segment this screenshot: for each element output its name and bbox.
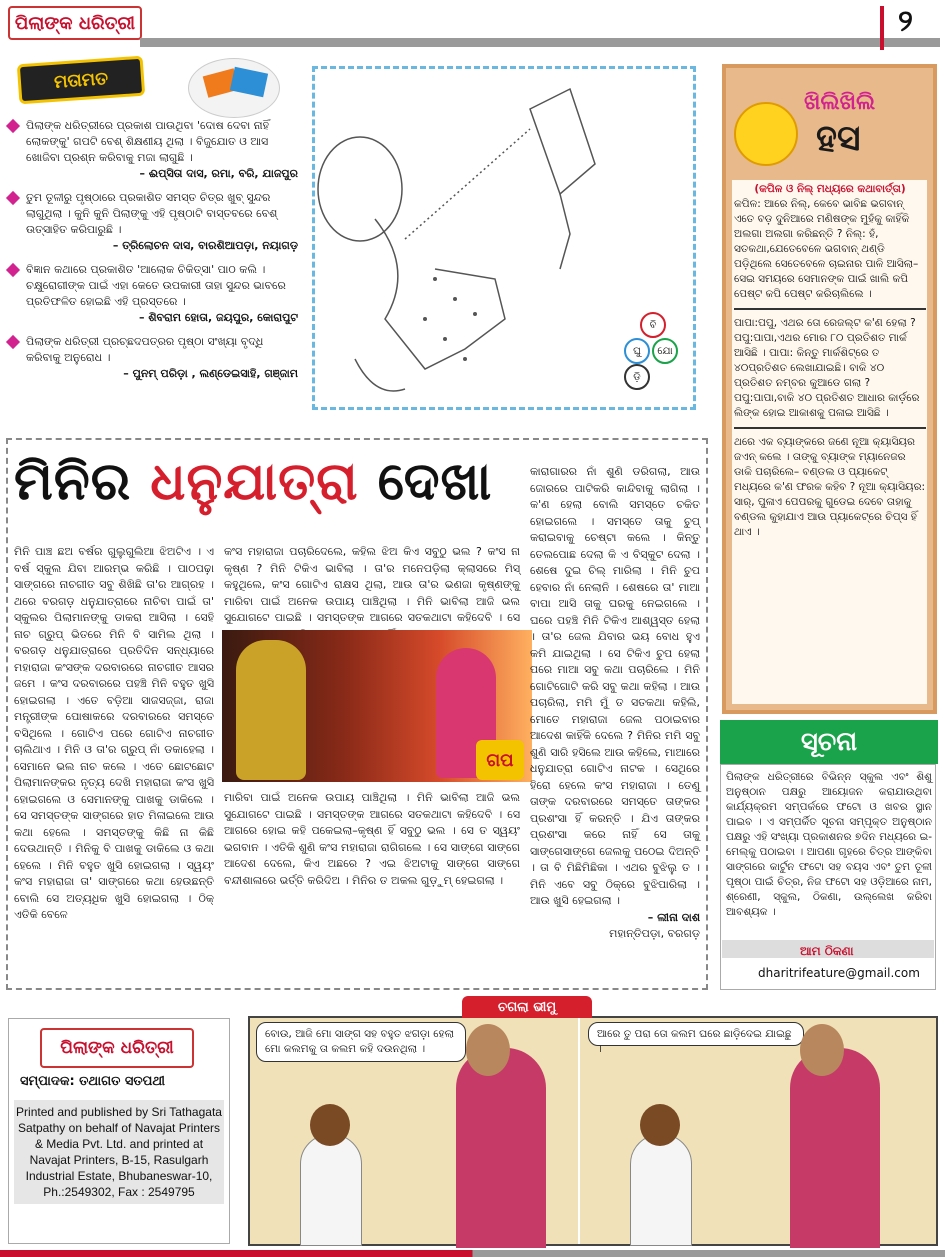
- editor-credit: ସମ୍ପାଦକ: ତଥାଗତ ସତପଥୀ: [20, 1074, 165, 1089]
- mother-figure: [790, 1048, 880, 1248]
- boy-figure: [630, 1134, 692, 1246]
- joke-divider: [734, 427, 926, 429]
- letter-signature: – ତ୍ରିଲୋଚନ ଦାସ, ବାରଶିଆପଡ଼ା, ନୟାଗଡ଼: [112, 239, 298, 252]
- puzzle-choices: [618, 312, 698, 392]
- notice-body: ପିଲାଙ୍କ ଧରିତ୍ରୀରେ ବିଭିନ୍ନ ସ୍କୁଲ ଏବଂ ଶିଶୁ ଅନୁଷ୍ଠାନ ପକ୍ଷରୁ ଆୟୋଜନ କରାଯାଉଥିବା କାର୍ଯ୍ୟକ୍ରମ ସମ୍ପର୍କରେ ଫଟୋ ଓ ଖବର ସ୍ଥାନ ପାଇବ । ଏ ସମ୍ପର୍କିତ ସୂଚନା ସମ୍ପୃକ୍ତ ଅନୁଷ୍ଠାନ ପକ୍ଷରୁ ଏହି ସଂଖ୍ୟା ପ୍ରକାଶନର ୭ଦିନ ମଧ୍ୟରେ ଇ-ମେଲ୍‌କୁ ପଠାଇବା । ଆପଣା ଗୃହରେ ଚିତ୍ର ଆଙ୍କିବା ସାଙ୍ଗରେ କାର୍ଟୁନ ଫଟୋ ସହ ବୟସ ଏବଂ ତୁମ ତୂଳୀ ପୃଷ୍ଠା ପାଇଁ ଚିତ୍ର, ନିଜ ଫଟୋ ସହ ଓଡ଼ିଆରେ ନାମ, ଶ୍ରେଣୀ, ସ୍କୁଲ, ଠିକଣା, ଉଲ୍ଲେଖ କରିବା ଆବଶ୍ୟକ ।: [726, 771, 932, 918]
- imprint-logo: ପିଲାଙ୍କ ଧରିତ୍ରୀ: [40, 1028, 194, 1068]
- boy-head: [310, 1104, 350, 1146]
- story-column-1: ମିନି ପାଞ୍ଚ ଛଅ ବର୍ଷର ଗୁଲୁଗୁଲିଆ ଝିଅଟିଏ । ଏ ବର୍ଷ ସ୍କୁଲ ଯିବା ଆରମ୍ଭ କରିଛି । ପାଠପଢ଼ା ସାଙ୍ଗରେ ନାଚଗୀତ ସବୁ ଶିଖିଛି ତା'ର ଆଗ୍ରହ । ଥରେ ବରଗଡ଼ ଧନୁଯାତ୍ରାରେ ନାଚିବା ପାଇଁ ତା' ସ୍କୁଲର ପିଲାମାନଙ୍କୁ ଡାକରା ଆସିଲା । ସେହି ନାଚ ଗ୍ରୁପ୍ ଭିତରେ ମିନି ବି ସାମିଲ ଥିଲା । ବରଗଡ଼ ଧନୁଯାତ୍ରାରେ ପ୍ରତିଦିନ ସନ୍ଧ୍ୟାରେ ମହାରାଜା କଂସଙ୍କ ଦରବାରରେ ନାଚଗୀତ ଆସର ଜମେ । କଂସ ଦରବାରରେ ପହଞ୍ଚି ମିନି ବହୁତ ଖୁସି ହୋଇଗଲା । ଏତେ ବଡ଼ିଆ ସାଜସଜ୍ଜା, ରାଜା ମନ୍ତ୍ରୀଙ୍କ ପୋଷାକରେ ଦରବାରରେ ସମସ୍ତେ ବସିଥିଲେ । ଗୋଟିଏ ପରେ ଗୋଟିଏ ନାଚଗୀତ ଚାଲିଥାଏ । ମିନି ଓ ତା'ର ଗ୍ରୁପ୍ ନାଁ ଡକାହେଲା । ସେମାନେ ଭଲ ନାଚ କଲେ । ଏତେ ଛୋଟଛୋଟ ପିଲାମାନଙ୍କର ନୃତ୍ୟ ଦେଖି ମହାରାଜା କଂସ ଖୁସି ହୋଇଗଲେ ଓ ସେମାନଙ୍କୁ ପାଖକୁ ଡାକିଲେ । ସେ ସମସ୍ତଙ୍କ ସାଙ୍ଗରେ ହାତ ମିଳାଇଲେ ଆଉ କଥା ହେଲେ । ସମସ୍ତଙ୍କୁ କିଛି ନା କିଛି ଦେଉଥାନ୍ତି । ମିନିକୁ ବି ପାଖକୁ ଡାକିଲେ ଓ କଥା ହେଲେ । ମିନି ବହୁତ ଖୁସି ହୋଇଗଲା । ସ୍ୱୟଂ କଂସ ମହାରାଜା ତା' ସାଙ୍ଗରେ କଥା ହେଉଛନ୍ତି ବୋଲି ସେ ଅତ୍ୟଧିକ ଖୁସି ହୋଇଗଲା । ଠିକ୍ ଏତିକି ବେଳେ: [14, 545, 214, 921]
- header-divider: [880, 6, 884, 50]
- contact-email[interactable]: dharitrifeature@gmail.com: [758, 966, 920, 980]
- joke-title-main: ହସ: [816, 118, 861, 159]
- notice-title: ସୂଚନା: [720, 720, 938, 764]
- letter-text: ତୁମ ତୂଳୀରୁ ପୃଷ୍ଠାରେ ପ୍ରକାଶିତ ସମସ୍ତ ଚିତ୍ର ଖୁବ୍ ସୁନ୍ଦର ଲାଗୁଥିଲା । କୁନି କୁନି ପିଲାଙ୍କୁ ଏହି ପୃଷ୍ଠାଟି ବାସ୍ତବରେ ବେଶ୍ ଉତ୍ସାହିତ କରିପାରୁଛି ।: [26, 191, 278, 236]
- letter-text: ପିଲାଙ୍କ ଧରିତ୍ରୀ ପ୍ରଚ୍ଛଦପତ୍ରର ପୃଷ୍ଠା ସଂଖ୍ୟା ବୃଦ୍ଧି କରିବାକୁ ଅନୁରୋଧ ।: [26, 335, 264, 364]
- story-column-2-text: କଂସ ମହାରାଜା ପଚାରିଦେଲେ, କହିଲ ଝିଅ କିଏ ସବୁଠୁ ଭଲ ? କଂସ ନା କୃଷ୍ଣ ? ମିନି ଟିକିଏ ଭାବିଲା । ତା'ର ମନେପଡ଼ିଲା କ୍ଲାସରେ ମିସ୍ କହୁଥିଲେ, କଂସ ଗୋଟିଏ ରାକ୍ଷସ ଥିଲା, ଆଉ ତା'ର ଭଣଜା କୃଷ୍ଣଙ୍କୁ ମାରିବା ପାଇଁ ଅନେକ ଉପାୟ ପାଞ୍ଚିଥିଲା । ମିନି ଭାବିଲା ଆଜି ଭଲ ସୁଯୋଗଟେ ପାଇଛି । ସମସ୍ତଙ୍କ ଆଗରେ ସତକଥାଟା କହିଦେବି । ସେ: [224, 545, 520, 624]
- story-badge: ଗପ: [476, 740, 524, 780]
- imprint-text: Printed and published by Sri Tathagata Satpathy on behalf of Navajat Printers & Media Pvt. Ltd. and printed at Navajat Printers, B-15, Rasulgarh Industrial Estate, Bhubaneswar-10, Ph.:2549302, Fax : 2549795: [14, 1100, 224, 1204]
- choice-bubble: ଘୁ: [624, 338, 650, 364]
- joke-divider: [734, 308, 926, 310]
- joke-text: କପିଳ: ଆରେ ନିଲ୍, କେବେ ଭାବିଛ ଭଗବାନ୍ ଏତେ ବଡ଼ ଦୁନିଆରେ ମଣିଷଙ୍କ ମୁହଁକୁ କାହିଁକି ଅଲଗା ଅଲଗା କରିଛନ୍ତି ? ନିଲ୍: ହଁ, ସତକଥା,ଯେତେବେଳେ ଭଗବାନ୍ ଥଣ୍ଡି ପଡ଼ିଥିଲେ ସେତେବେଳେ ଚାଇନାର ପାଳି ଆସିଲା–ସେଇ ସମୟରେ ସେମାନଙ୍କ ପାଇଁ ଖାଲି କପି ପେଷ୍ଟ କପି ପେଷ୍ଟ କରିଚାଲିଲେ ।: [734, 198, 919, 300]
- story-column-3: [530, 464, 700, 943]
- story-column-3-text: କାରାଗାରର ନାଁ ଶୁଣି ଡରିଗଲା, ଆଉ ଜୋରରେ ପାଟିକରି କାନ୍ଦିବାକୁ ଲାଗିଲା । କ'ଣ ହେଲା ବୋଲି ସମସ୍ତେ ଚକିତ ହୋଇଗଲେ । ସମସ୍ତେ ତାକୁ ଚୁପ୍ କରାଇବାକୁ ଚେଷ୍ଟା କଲେ । କିନ୍ତୁ ତେଲପୋଛ ଦେଲା କି ଏ ବିସ୍କୁଟ ଦେଲା । ଶେଷେ ଦୁଇ ଚିଲ୍ ମାରିଲା । ମିନି ଚୁପ ହେବାର ନାଁ ନେଲାନି । ଶେଷରେ ତା' ମାଆ ବାପା ଆସି ତାକୁ ଘରକୁ ନେଇଗଲେ । ଘରେ ପହଞ୍ଚି ମିନି ଟିକିଏ ଆଶ୍ୱସ୍ତ ହେଲା । ତା'ର ଜେଲ ଯିବାର ଭୟ ବୋଧ ହୁଏ କମି ଯାଇଥିଲା । ସେ ଟିକିଏ ଚୁପ ହେଲା ପରେ ମାଆ ସବୁ କଥା ପଚାରିଲେ । ମିନି ଗୋଟିଗୋଟି କରି ସବୁ କଥା କହିଲା । ଆଉ ପଚାରିଲା, ମମି ମୁଁ ତ ସତକଥା କହିଲି, ମୋତେ ମହାରାଜା ଜେଲ ପଠାଇବାର ଆଦେଶ କାହିଁକି ଦେଲେ ? ମିନିର ମମି ସବୁ ଶୁଣି ସାରି ହସିଲେ ଆଉ କହିଲେ, ମାଆରେ ଧନୁଯାତ୍ରା ଗୋଟିଏ ନାଟକ । ସେଥିରେ ହିରୋ ହେଲେ କଂସ ମହାରାଜା । ତେଣୁ ତାଙ୍କ ଦରବାରରେ ସମସ୍ତେ ତାଙ୍କର ପ୍ରଶଂସା ହିଁ କରନ୍ତି । ଯିଏ ତାଙ୍କର ପ୍ରଶଂସା କରେ ନାହିଁ ସେ ତାକୁ ସାଙ୍ଗେସାଙ୍ଗେ ଜେଲକୁ ପଠେଇ ଦିଅନ୍ତି । ତା ବି ମିଛିମିଛିକା । ଏଥର ବୁଝିଲୁ ତ । ମିନି ଏବେ ସବୁ ଠିକ୍‌ରେ ବୁଝିପାରିଲା । ଆଉ ଖୁସି ହେଇଗଲା ।: [530, 465, 700, 907]
- opinion-section-tag: ମତାମତ: [17, 56, 145, 105]
- speech-bubble: ବୋଉ, ଆଜି ମୋ ସାଙ୍ଗ ସହ ବହୁତ ଝଗଡ଼ା ହେଲା ମୋ କଲମକୁ ତା କଲମ କହି ଦଉନଥିଲା ।: [256, 1022, 466, 1062]
- diamond-bullet-icon: [6, 335, 20, 349]
- story-author: – ଲୀନା ଦାଶ: [647, 910, 700, 924]
- joke-heading: (କପିଳ ଓ ନିଲ୍ ମଧ୍ୟରେ କଥାବାର୍ତ୍ତା): [754, 183, 906, 195]
- mother-figure: [456, 1048, 546, 1248]
- address-label: ଆମ ଠିକଣା: [800, 944, 854, 958]
- masthead-logo: ପିଲାଙ୍କ ଧରିତ୍ରୀ: [8, 6, 142, 40]
- boy-head: [640, 1104, 680, 1146]
- mother-head: [800, 1024, 844, 1076]
- speech-bubble: ଆରେ ତୁ ପରା ତୋ କଲମ ଘରେ ଛାଡ଼ିଦେଇ ଯାଇଛୁ ।: [588, 1022, 804, 1046]
- choice-bubble: ବି: [640, 312, 666, 338]
- diamond-bullet-icon: [6, 191, 20, 205]
- joke-text: ଥରେ ଏକ ବ୍ୟାଙ୍କରେ ଜଣେ ନୂଆ କ୍ୟାସିୟର ଜଏନ୍ କଲେ । ତାଙ୍କୁ ବ୍ୟାଙ୍କ ମ୍ୟାନେଜର ଡାକି ପଚାରିଲେ– ବଣ୍ଡଲ ଓ ପ୍ୟାକେଟ୍ ମଧ୍ୟରେ କ'ଣ ଫରକ କହିବ ? ନୂଆ କ୍ୟାସିୟର: ସାର୍, ପୁଳାଏ ପେପରକୁ ଗୁଡେଇ ଦେବେ ତାହାକୁ ବଣ୍ଡଲ କୁହାଯାଏ ଆଉ ପ୍ୟାକେଟ୍‌ରେ ଚିପ୍ସ ହିଁ ଥାଏ ।: [734, 436, 926, 538]
- reader-letter: [8, 118, 298, 182]
- boy-figure: [300, 1134, 362, 1246]
- reader-letter: [8, 262, 298, 326]
- joke-body: [734, 182, 926, 540]
- diamond-bullet-icon: [6, 119, 20, 133]
- letter-signature: – ପୁନମ୍ ପରିଡ଼ା , ଲଣ୍ଡେଇସାହି, ଗଞ୍ଜାମ: [123, 367, 298, 380]
- king-kansa-figure: [236, 640, 306, 780]
- page-number: ୨: [898, 4, 913, 39]
- letter-signature: – ଶିବରାମ ହୋତା, ଜୟପୁର, କୋରାପୁଟ: [139, 311, 298, 324]
- header-rule: [140, 38, 940, 47]
- reader-letter: [8, 190, 298, 254]
- story-column-2a: [224, 544, 520, 628]
- story-title-part: ଦେଖା: [377, 452, 493, 512]
- reader-letter: [8, 334, 298, 382]
- story-author-place: ମହାନ୍ତିପଡ଼ା, ବରଗଡ଼: [609, 927, 700, 940]
- comic-title: ଚଗଲା ଭୀମୁ: [462, 996, 592, 1018]
- letter-text: ପିଲାଙ୍କ ଧରିତ୍ରୀରେ ପ୍ରକାଶ ପାଉଥିବା 'ଦୋଷ ଦେବା ନାହିଁ ଲୋକଙ୍କୁ' ଗପଟି ବେଶ୍ ଶିକ୍ଷଣୀୟ ଥିଲା । ବିଜୁଯୋତ ଓ ଆସ ଖୋଜିବା ପ୍ରଶ୍ନ କରିବାକୁ ମଜା ଲାଗୁଛି ।: [26, 119, 270, 164]
- joke-text: ପାପା:ପପୁ, ଏଥର ତୋ ରେଜଲ୍ଟ କ'ଣ ହେଲା ? ପପୁ:ପାପା,ଏଥର ମୋର ୮୦ ପ୍ରତିଶତ ମାର୍କ ଆସିଛି । ପାପା: କିନ୍ତୁ ମାର୍କଶିଟ୍‌ରେ ତ ୪୦ପ୍ରତିଶତ ଲେଖାଯାଇଛି। ବାକି ୪୦ ପ୍ରତିଶତ ନମ୍ବର କୁଆଡେ ଗଲା ? ପପୁ:ପାପା,ବାକି ୪୦ ପ୍ରତିଶତ ଆଧାର କାର୍ଡ଼ରେ ଲିଙ୍କ ହୋଇ ଆକାଶକୁ ପଳାଇ ଆସିଛି ।: [734, 317, 920, 419]
- letter-signature: – ଈପ୍ସିତା ଦାସ, ରମା, ବରି, ଯାଜପୁର: [139, 167, 298, 180]
- joke-title-top: ଖିଲିଖିଲି: [804, 90, 876, 115]
- story-title-part: ଧନୁଯାତ୍ରା: [150, 452, 359, 512]
- laughing-smiley-icon: [734, 102, 798, 166]
- bottom-rule: [0, 1250, 945, 1257]
- choice-bubble: ଡ଼ି: [624, 364, 650, 390]
- choice-bubble: ଯୋ: [652, 338, 678, 364]
- story-column-2b: [224, 790, 520, 950]
- diamond-bullet-icon: [6, 263, 20, 277]
- letter-text: ବିଜ୍ଞାନ କଥାରେ ପ୍ରକାଶିତ 'ଆଲୋକ ଚିକିତ୍ସା' ପାଠ କଲି । ଚକ୍ଷୁରୋଗୀଙ୍କ ପାଇଁ ଏହା କେତେ ଉପକାରୀ ତାହା ସୁନ୍ଦର ଭାବରେ ପ୍ରତିଫଳିତ ହୋଇଛି ଏହି ପ୍ରସ୍ତରେ ।: [26, 263, 286, 308]
- reader-letters: [8, 118, 298, 390]
- mother-head: [466, 1024, 510, 1076]
- story-title: [14, 452, 492, 513]
- story-title-part: ମିନିର: [14, 452, 132, 512]
- story-column-2-text-cont: ମାରିବା ପାଇଁ ଅନେକ ଉପାୟ ପାଞ୍ଚିଥିଲା । ମିନି ଭାବିଲା ଆଜି ଭଲ ସୁଯୋଗଟେ ପାଇଛି । ସମସ୍ତଙ୍କ ଆଗରେ ସତକଥାଟା କହିଦେବି । ସେ ଆଗରେ ହୋଇ କହି ପକେଇଲା–କୃଷ୍ଣ ହିଁ ସବୁଠୁ ଭଲ । ସେ ତ ସ୍ୱୟଂ ଭଗବାନ । ଏତିକି ଶୁଣି କଂସ ମହାରାଜା ରାଗିଗଲେ । ସେ ସାଙ୍ଗେ ସାଙ୍ଗେ ଆଦେଶ ଦେଲେ, କିଏ ଅଛରେ ? ଏଇ ଝିଅଟାକୁ ସାଙ୍ଗେ ସାଙ୍ଗେ ବନ୍ଦୀଶାଳାରେ ଭର୍ତ୍ତି କରିଦିଅ । ମିନିର ତ ଅକଲ ଗୁଡ଼ୁମ୍ ହେଇଗଲା ।: [224, 791, 520, 887]
